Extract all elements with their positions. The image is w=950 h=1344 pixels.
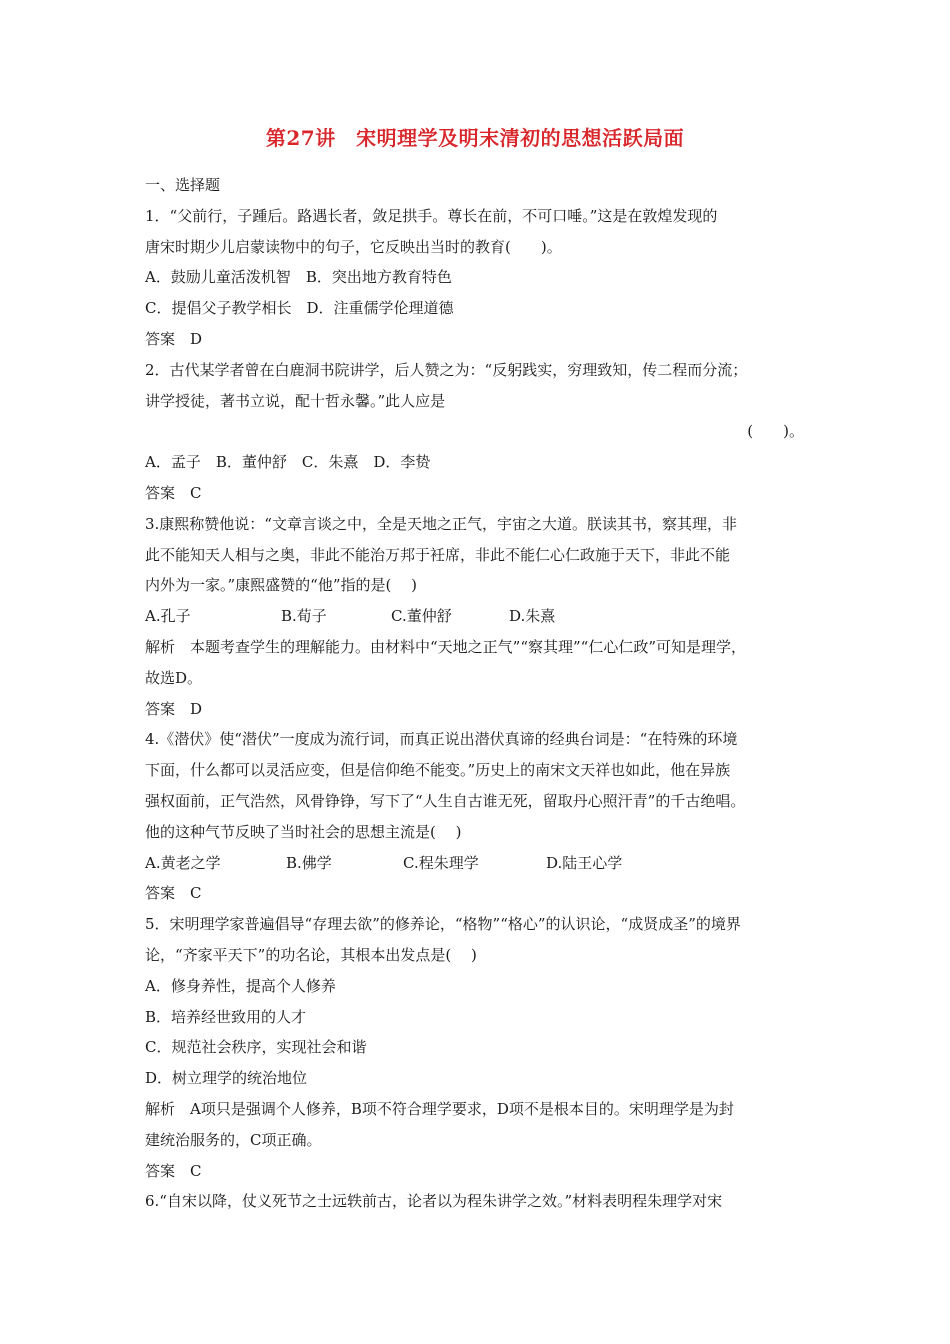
q2-answer-blank: ( )。 — [747, 422, 804, 441]
q3-analysis: 解析 本题考查学生的理解能力。由材料中“天地之正气”“察其理”“仁心仁政”可知是理学， — [145, 637, 747, 656]
q4-answer: 答案 C — [145, 884, 202, 903]
q5-stem-line: 论，“齐家平天下”的功名论，其根本出发点是( ) — [145, 945, 477, 964]
q4-stem-line: 他的这种气节反映了当时社会的思想主流是( ) — [145, 822, 462, 841]
q5-analysis: 解析 A项只是强调个人修养，B项不符合理学要求，D项不是根本目的。宋明理学是为封 — [145, 1099, 734, 1118]
q3-stem-line: 内外为一家。”康熙盛赞的“他”指的是( ) — [145, 576, 417, 595]
q3-option-a: A.孔子 — [145, 607, 191, 626]
q4-stem-line: 下面，什么都可以灵活应变，但是信仰绝不能变。”历史上的南宋文天祥也如此，他在异族 — [145, 761, 731, 780]
q5-stem-line: 5．宋明理学家普遍倡导“存理去欲”的修养论，“格物”“格心”的认识论，“成贤成圣”的境界 — [145, 915, 741, 934]
q5-option-d: D．树立理学的统治地位 — [145, 1069, 308, 1088]
q5-option-c: C．规范社会秩序，实现社会和谐 — [145, 1038, 367, 1057]
q4-options — [145, 848, 810, 879]
q3-option-c: C.董仲舒 — [391, 607, 452, 626]
q2-stem-line: 2．古代某学者曾在白鹿洞书院讲学，后人赞之为：“反躬践实，穷理致知，传二程而分流； — [145, 360, 748, 379]
q3-option-d: D.朱熹 — [509, 607, 556, 626]
q3-answer: 答案 D — [145, 699, 203, 718]
q2-stem-line: 讲学授徒，著书立说，配十哲永馨。”此人应是 — [145, 391, 446, 410]
q4-option-a: A.黄老之学 — [145, 853, 221, 872]
q2-options: A．孟子 B．董仲舒 C．朱熹 D．李贽 — [145, 453, 431, 472]
q1-stem-line: 唐宋时期少儿启蒙读物中的句子，它反映出当时的教育( )。 — [145, 237, 562, 256]
q1-stem-line: 1．“父前行，子踵后。路遇长者，敛足拱手。尊长在前，不可口唾。”这是在敦煌发现的 — [145, 206, 718, 225]
q4-option-b: B.佛学 — [286, 853, 332, 872]
q3-stem-line: 3.康熙称赞他说：“文章言谈之中，全是天地之正气，宇宙之大道。朕读其书，察其理，非 — [145, 514, 737, 533]
q3-analysis: 故选D。 — [145, 668, 203, 687]
q1-options-ab: A．鼓励儿童活泼机智 B．突出地方教育特色 — [145, 268, 452, 287]
q1-answer: 答案 D — [145, 329, 203, 348]
section-heading: 一、选择题 — [145, 176, 221, 194]
q4-stem-line: 强权面前，正气浩然，风骨铮铮，写下了“人生自古谁无死，留取丹心照汗青”的千古绝唱。 — [145, 791, 746, 810]
q6-stem-line: 6.“自宋以降，仗义死节之士远轶前古，论者以为程朱讲学之效。”材料表明程朱理学对宋 — [145, 1192, 723, 1211]
q5-answer: 答案 C — [145, 1161, 202, 1180]
q5-option-a: A．修身养性，提高个人修养 — [145, 976, 336, 995]
q3-stem-line: 此不能知天人相与之奥，非此不能治万邦于衽席，非此不能仁心仁政施于天下，非此不能 — [145, 545, 731, 564]
q4-stem-line: 4.《潜伏》使“潜伏”一度成为流行词，而真正说出潜伏真谛的经典台词是：“在特殊的环境 — [145, 730, 738, 749]
q4-option-c: C.程朱理学 — [403, 853, 479, 872]
page-title: 第27讲 宋明理学及明末清初的思想活跃局面 — [265, 126, 685, 150]
q4-option-d: D.陆王心学 — [546, 853, 623, 872]
q5-option-b: B．培养经世致用的人才 — [145, 1007, 307, 1026]
q3-option-b: B.荀子 — [281, 607, 327, 626]
document-body — [145, 170, 810, 1217]
q5-analysis: 建统治服务的，C项正确。 — [145, 1130, 322, 1149]
q2-answer: 答案 C — [145, 483, 202, 502]
q3-options — [145, 601, 810, 632]
q1-options-cd: C．提倡父子教学相长 D．注重儒学伦理道德 — [145, 299, 454, 318]
